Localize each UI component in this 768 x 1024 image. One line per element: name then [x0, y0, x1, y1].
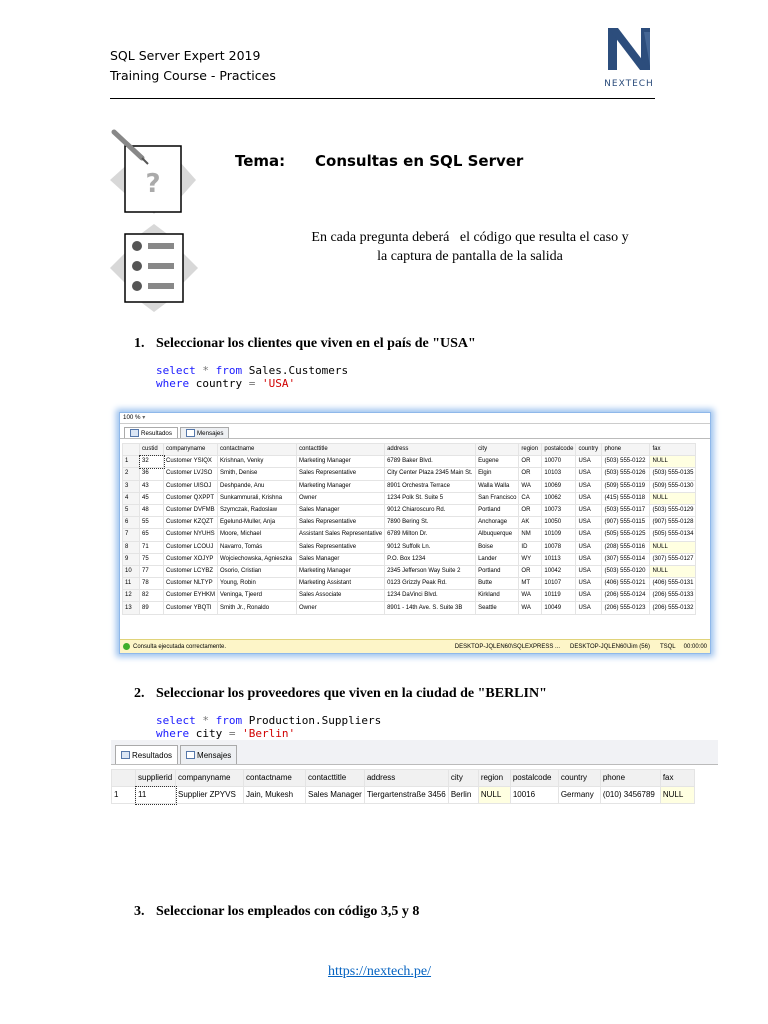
- status-bar: [120, 639, 710, 653]
- table-cell: 77: [140, 565, 164, 577]
- table-cell: Sales Manager: [306, 787, 365, 804]
- question-number: 3.: [134, 904, 145, 919]
- table-cell: Szymczak, Radoslaw: [218, 504, 297, 516]
- table-cell: 1234 DaVinci Blvd.: [385, 590, 476, 602]
- table-row[interactable]: [112, 787, 695, 804]
- question-text: Seleccionar los proveedores que viven en la ciudad de "BERLIN": [156, 686, 547, 701]
- table-row[interactable]: [123, 480, 696, 492]
- status-time: 00:00:00: [683, 643, 707, 650]
- table-cell: NM: [519, 529, 542, 541]
- table-cell: (206) 555-0123: [602, 602, 650, 614]
- table-cell: AK: [519, 517, 542, 529]
- table-cell: Germany: [558, 787, 600, 804]
- results-grid-2: [111, 769, 695, 804]
- table-cell: NULL: [660, 787, 694, 804]
- table-cell: Lander: [476, 553, 519, 565]
- code-keyword: from: [215, 714, 243, 727]
- tab-results-label: Resultados: [132, 750, 173, 760]
- table-cell: Anchorage: [476, 517, 519, 529]
- table-cell: OR: [519, 468, 542, 480]
- table-cell: 10049: [542, 602, 576, 614]
- table-cell: 10062: [542, 492, 576, 504]
- table-cell: 10119: [542, 590, 576, 602]
- table-cell: 1234 Polk St. Suite 5: [385, 492, 476, 504]
- table-cell: 10042: [542, 565, 576, 577]
- status-text: Consulta ejecutada correctamente.: [133, 643, 227, 650]
- zoom-value: 100 %: [123, 414, 141, 421]
- results-tabs: [111, 740, 718, 765]
- row-number: 2: [123, 468, 140, 480]
- table-cell: (503) 555-0135: [650, 468, 696, 480]
- table-cell: Navarro, Tomás: [218, 541, 297, 553]
- table-row[interactable]: [123, 578, 696, 590]
- status-server: DESKTOP-JQLEN60\SQLEXPRESS ...: [454, 643, 561, 650]
- table-cell: (406) 555-0121: [602, 578, 650, 590]
- table-cell: 10016: [510, 787, 558, 804]
- table-row[interactable]: [123, 456, 696, 468]
- code-star: *: [202, 714, 209, 727]
- table-cell: Sales Associate: [297, 590, 385, 602]
- tab-messages[interactable]: [180, 745, 237, 764]
- table-cell: Owner: [297, 602, 385, 614]
- code-operator: =: [248, 377, 256, 390]
- table-cell: Customer KZQZT: [164, 517, 218, 529]
- column-header[interactable]: contactname: [218, 444, 297, 456]
- table-cell: Sales Representative: [297, 517, 385, 529]
- code-operator: =: [228, 727, 236, 740]
- row-number: 8: [123, 541, 140, 553]
- row-number: 3: [123, 480, 140, 492]
- row-number: 5: [123, 504, 140, 516]
- instruction-line1: En cada pregunta deberá el código que resulta el caso y: [311, 230, 629, 245]
- table-cell: 78: [140, 578, 164, 590]
- table-cell: Smith Jr., Ronaldo: [218, 602, 297, 614]
- header-rule: [110, 98, 655, 99]
- table-cell: Marketing Manager: [297, 456, 385, 468]
- table-cell: (505) 555-0134: [650, 529, 696, 541]
- column-header[interactable]: address: [385, 444, 476, 456]
- table-cell: USA: [576, 602, 602, 614]
- column-header[interactable]: companyname: [176, 770, 244, 787]
- table-cell: (208) 555-0116: [602, 541, 650, 553]
- table-cell: (505) 555-0125: [602, 529, 650, 541]
- results-panel-2: [111, 740, 718, 810]
- table-cell: 10069: [542, 480, 576, 492]
- column-header[interactable]: phone: [602, 444, 650, 456]
- table-cell: (509) 555-0130: [650, 480, 696, 492]
- table-cell: Marketing Manager: [297, 480, 385, 492]
- table-cell: (503) 555-0120: [602, 565, 650, 577]
- table-cell: NULL: [650, 541, 696, 553]
- table-cell: (206) 555-0132: [650, 602, 696, 614]
- results-tabs: [120, 424, 710, 439]
- table-cell: OR: [519, 504, 542, 516]
- table-cell: (010) 3456789: [600, 787, 660, 804]
- table-cell: Berlin: [448, 787, 478, 804]
- table-cell: (307) 555-0127: [650, 553, 696, 565]
- code-block-2: [156, 714, 381, 740]
- table-cell: (503) 555-0117: [602, 504, 650, 516]
- question-number: 1.: [134, 336, 145, 351]
- table-cell: 71: [140, 541, 164, 553]
- table-cell: City Center Plaza 2345 Main St.: [385, 468, 476, 480]
- code-string: 'USA': [261, 377, 296, 390]
- topic-title: Consultas en SQL Server: [315, 152, 524, 170]
- code-table: Production.Suppliers: [248, 714, 382, 727]
- table-cell: WA: [519, 590, 542, 602]
- table-row[interactable]: [123, 517, 696, 529]
- table-cell: 82: [140, 590, 164, 602]
- column-header[interactable]: country: [558, 770, 600, 787]
- table-cell: Butte: [476, 578, 519, 590]
- status-database: TSQL: [659, 643, 676, 650]
- grid-icon: [130, 429, 139, 437]
- table-cell: Young, Robin: [218, 578, 297, 590]
- table-row[interactable]: [123, 529, 696, 541]
- column-header[interactable]: custid: [140, 444, 164, 456]
- code-table: Sales.Customers: [248, 364, 349, 377]
- column-header[interactable]: contactname: [244, 770, 306, 787]
- header-title: SQL Server Expert 2019: [110, 48, 261, 63]
- table-cell: NULL: [650, 565, 696, 577]
- instruction-block: [230, 228, 710, 266]
- table-cell: (503) 555-0129: [650, 504, 696, 516]
- nextech-logo: [604, 26, 654, 90]
- tab-messages-label: Mensajes: [197, 750, 232, 760]
- table-cell: Boise: [476, 541, 519, 553]
- table-cell: Customer XOJYP: [164, 553, 218, 565]
- results-panel-1: [119, 412, 711, 654]
- table-cell: USA: [576, 492, 602, 504]
- grid-corner: [123, 444, 140, 456]
- tab-results-label: Resultados: [141, 429, 172, 437]
- table-cell: Seattle: [476, 602, 519, 614]
- table-row[interactable]: [123, 541, 696, 553]
- table-row[interactable]: [123, 553, 696, 565]
- code-keyword: from: [215, 364, 243, 377]
- table-cell: USA: [576, 578, 602, 590]
- header-subtitle: Training Course - Practices: [110, 68, 276, 83]
- question-text: Seleccionar los empleados con código 3,5 y 8: [156, 904, 420, 919]
- footer-link[interactable]: https://nextech.pe/: [328, 964, 432, 979]
- results-grid-1: [122, 443, 696, 615]
- table-cell: Portland: [476, 504, 519, 516]
- table-cell: Customer YSIQX: [164, 456, 218, 468]
- svg-text:?: ?: [145, 169, 161, 199]
- row-number: 9: [123, 553, 140, 565]
- row-number: 13: [123, 602, 140, 614]
- column-header[interactable]: city: [448, 770, 478, 787]
- topic-label: Tema:: [235, 152, 286, 170]
- table-cell: Customer YBQTI: [164, 602, 218, 614]
- messages-icon: [186, 751, 195, 759]
- code-column: country: [195, 377, 243, 390]
- tab-messages-label: Mensajes: [196, 429, 224, 437]
- column-header[interactable]: region: [519, 444, 542, 456]
- table-cell: 6789 Milton Dr.: [385, 529, 476, 541]
- table-cell: 43: [140, 480, 164, 492]
- row-number: 4: [123, 492, 140, 504]
- code-string: 'Berlin': [242, 727, 296, 740]
- table-cell: 10070: [542, 456, 576, 468]
- table-cell: 32: [140, 456, 164, 468]
- table-cell: Customer DVFMB: [164, 504, 218, 516]
- table-cell: 8901 Orchestra Terrace: [385, 480, 476, 492]
- table-cell: 75: [140, 553, 164, 565]
- table-cell: USA: [576, 529, 602, 541]
- row-number: 10: [123, 565, 140, 577]
- table-cell: Tiergartenstraße 3456: [364, 787, 448, 804]
- table-cell: Albuquerque: [476, 529, 519, 541]
- table-cell: Deshpande, Anu: [218, 480, 297, 492]
- row-number: 1: [123, 456, 140, 468]
- table-cell: (503) 555-0122: [602, 456, 650, 468]
- table-cell: USA: [576, 590, 602, 602]
- table-row[interactable]: [123, 565, 696, 577]
- row-number: 6: [123, 517, 140, 529]
- table-cell: 9012 Chiaroscuro Rd.: [385, 504, 476, 516]
- table-cell: Customer NLTYP: [164, 578, 218, 590]
- column-header[interactable]: fax: [660, 770, 694, 787]
- table-cell: (503) 555-0126: [602, 468, 650, 480]
- table-cell: USA: [576, 468, 602, 480]
- table-cell: (406) 555-0131: [650, 578, 696, 590]
- table-cell: WA: [519, 602, 542, 614]
- table-cell: Marketing Manager: [297, 565, 385, 577]
- table-cell: USA: [576, 456, 602, 468]
- question-number: 2.: [134, 686, 145, 701]
- table-cell: Assistant Sales Representative: [297, 529, 385, 541]
- success-icon: [123, 643, 130, 650]
- table-cell: 55: [140, 517, 164, 529]
- table-row[interactable]: [123, 590, 696, 602]
- table-cell: (907) 555-0128: [650, 517, 696, 529]
- row-number: 11: [123, 578, 140, 590]
- table-cell: USA: [576, 541, 602, 553]
- table-cell: 6789 Baker Blvd.: [385, 456, 476, 468]
- table-row[interactable]: [123, 492, 696, 504]
- table-cell: NULL: [650, 456, 696, 468]
- column-header[interactable]: postalcode: [510, 770, 558, 787]
- table-cell: USA: [576, 565, 602, 577]
- table-cell: 10078: [542, 541, 576, 553]
- question-icon: [108, 128, 200, 214]
- table-cell: Jain, Mukesh: [244, 787, 306, 804]
- table-cell: Sales Representative: [297, 468, 385, 480]
- table-cell: Customer LVJSO: [164, 468, 218, 480]
- column-header[interactable]: companyname: [164, 444, 218, 456]
- nextech-logo-icon: [604, 26, 654, 72]
- table-cell: OR: [519, 456, 542, 468]
- row-number: 12: [123, 590, 140, 602]
- code-keyword: select: [156, 714, 196, 727]
- grid-corner: [112, 770, 136, 787]
- code-column: city: [195, 727, 223, 740]
- table-cell: 10113: [542, 553, 576, 565]
- table-row[interactable]: [123, 504, 696, 516]
- table-cell: WA: [519, 480, 542, 492]
- messages-icon: [186, 429, 195, 437]
- table-cell: (206) 555-0133: [650, 590, 696, 602]
- table-cell: 0123 Grizzly Peak Rd.: [385, 578, 476, 590]
- question-1: [134, 336, 476, 352]
- table-cell: (509) 555-0119: [602, 480, 650, 492]
- table-cell: Egelund-Muller, Anja: [218, 517, 297, 529]
- table-cell: (307) 555-0114: [602, 553, 650, 565]
- code-keyword: where: [156, 727, 190, 740]
- table-cell: Osorio, Cristian: [218, 565, 297, 577]
- zoom-dropdown[interactable]: 100 % ▾: [120, 413, 710, 424]
- table-cell: Sales Manager: [297, 553, 385, 565]
- table-cell: 48: [140, 504, 164, 516]
- code-keyword: where: [156, 377, 190, 390]
- table-cell: 10109: [542, 529, 576, 541]
- status-user: DESKTOP-JQLEN60\Jim (56): [570, 643, 650, 650]
- table-cell: USA: [576, 504, 602, 516]
- tab-results[interactable]: [124, 427, 178, 438]
- code-keyword: select: [156, 364, 196, 377]
- table-cell: Customer LCYBZ: [164, 565, 218, 577]
- table-cell: P.O. Box 1234: [385, 553, 476, 565]
- table-cell: Kirkland: [476, 590, 519, 602]
- table-cell: CA: [519, 492, 542, 504]
- row-number: 7: [123, 529, 140, 541]
- column-header[interactable]: address: [364, 770, 448, 787]
- question-2: [134, 686, 547, 702]
- table-cell: Wojciechowska, Agnieszka: [218, 553, 297, 565]
- table-cell: 89: [140, 602, 164, 614]
- table-cell: 10103: [542, 468, 576, 480]
- column-header[interactable]: fax: [650, 444, 696, 456]
- table-cell: 11: [136, 787, 176, 804]
- table-cell: (415) 555-0118: [602, 492, 650, 504]
- table-cell: USA: [576, 517, 602, 529]
- table-cell: NULL: [478, 787, 510, 804]
- table-cell: 36: [140, 468, 164, 480]
- table-cell: Krishnan, Venky: [218, 456, 297, 468]
- table-cell: ID: [519, 541, 542, 553]
- column-header[interactable]: contacttitle: [297, 444, 385, 456]
- question-text: Seleccionar los clientes que viven en el país de "USA": [156, 336, 476, 351]
- table-cell: (206) 555-0124: [602, 590, 650, 602]
- list-icon: [108, 222, 200, 314]
- table-cell: Moore, Michael: [218, 529, 297, 541]
- table-cell: OR: [519, 565, 542, 577]
- table-cell: 10073: [542, 504, 576, 516]
- row-number: 1: [112, 787, 136, 804]
- table-cell: 2345 Jefferson Way Suite 2: [385, 565, 476, 577]
- table-cell: Customer LCOUJ: [164, 541, 218, 553]
- column-header[interactable]: city: [476, 444, 519, 456]
- table-cell: Sales Manager: [297, 504, 385, 516]
- table-cell: 8901 - 14th Ave. S. Suite 3B: [385, 602, 476, 614]
- table-cell: Sales Representative: [297, 541, 385, 553]
- table-cell: Marketing Assistant: [297, 578, 385, 590]
- grid-icon: [121, 751, 130, 759]
- table-cell: Elgin: [476, 468, 519, 480]
- tab-results[interactable]: [115, 745, 178, 764]
- table-cell: WY: [519, 553, 542, 565]
- column-header[interactable]: phone: [600, 770, 660, 787]
- table-cell: NULL: [650, 492, 696, 504]
- table-cell: 65: [140, 529, 164, 541]
- table-cell: 7890 Bering St.: [385, 517, 476, 529]
- table-cell: Veninga, Tjeerd: [218, 590, 297, 602]
- table-cell: Sunkammurali, Krishna: [218, 492, 297, 504]
- logo-text: NEXTECH: [604, 79, 654, 89]
- column-header[interactable]: region: [478, 770, 510, 787]
- table-cell: Eugene: [476, 456, 519, 468]
- table-cell: USA: [576, 480, 602, 492]
- table-cell: 10050: [542, 517, 576, 529]
- question-3: [134, 904, 419, 920]
- code-block-1: [156, 364, 348, 390]
- table-cell: Portland: [476, 565, 519, 577]
- table-cell: Walla Walla: [476, 480, 519, 492]
- table-cell: 10107: [542, 578, 576, 590]
- column-header[interactable]: contacttitle: [306, 770, 365, 787]
- table-cell: (907) 555-0115: [602, 517, 650, 529]
- tab-messages[interactable]: [180, 427, 229, 438]
- table-cell: Customer NYUHS: [164, 529, 218, 541]
- table-cell: USA: [576, 553, 602, 565]
- table-cell: MT: [519, 578, 542, 590]
- table-cell: Customer UISOJ: [164, 480, 218, 492]
- table-cell: Owner: [297, 492, 385, 504]
- code-star: *: [202, 364, 209, 377]
- table-cell: Supplier ZPYVS: [176, 787, 244, 804]
- table-cell: 45: [140, 492, 164, 504]
- column-header[interactable]: country: [576, 444, 602, 456]
- table-cell: San Francisco: [476, 492, 519, 504]
- table-row[interactable]: [123, 468, 696, 480]
- table-cell: 9012 Suffolk Ln.: [385, 541, 476, 553]
- table-cell: Smith, Denise: [218, 468, 297, 480]
- column-header[interactable]: postalcode: [542, 444, 576, 456]
- instruction-line2: la captura de pantalla de la salida: [377, 249, 563, 264]
- column-header[interactable]: supplierid: [136, 770, 176, 787]
- table-cell: Customer QXPPT: [164, 492, 218, 504]
- table-cell: Customer EYHKM: [164, 590, 218, 602]
- table-row[interactable]: [123, 602, 696, 614]
